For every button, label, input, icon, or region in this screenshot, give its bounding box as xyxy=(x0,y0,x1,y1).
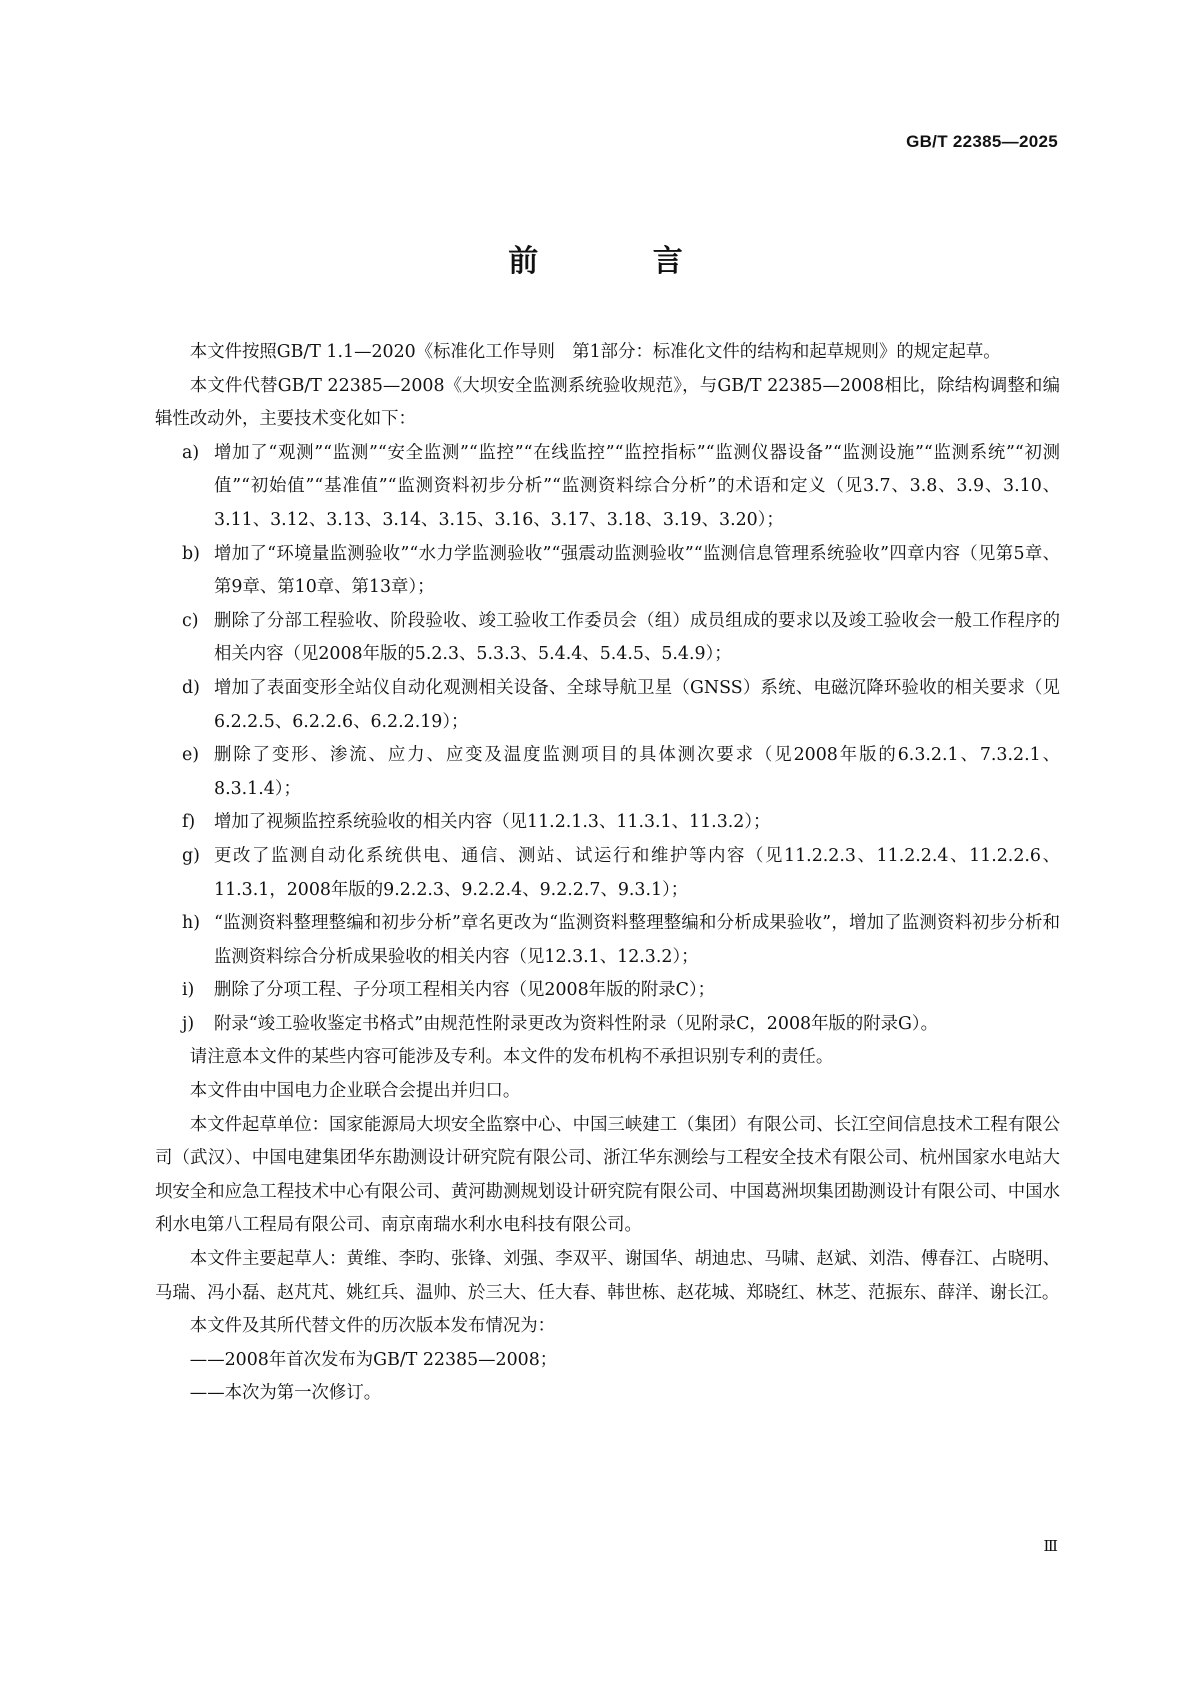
list-item xyxy=(155,605,1060,672)
list-item xyxy=(155,840,1060,907)
list-item xyxy=(155,1008,1060,1042)
list-item-text: 增加了“环境量监测验收”“水力学监测验收”“强震动监测验收”“监测信息管理系统验收”四章内容（见第5章、第9章、第10章、第13章）； xyxy=(214,543,1060,598)
page-number: Ⅲ xyxy=(1043,1537,1058,1555)
list-item-text: “监测资料整理整编和初步分析”章名更改为“监测资料整理整编和分析成果验收”，增加了监测资料初步分析和监测资料综合分析成果验收的相关内容（见12.3.1、12.3.2）； xyxy=(214,913,1060,967)
list-item-label: i) xyxy=(182,980,195,1001)
list-item-text: 附录“竣工验收鉴定书格式”由规范性附录更改为资料性附录（见附录C，2008年版的附录G）。 xyxy=(214,1013,938,1034)
list-item-label: a) xyxy=(182,442,200,463)
list-item-label: h) xyxy=(182,913,200,934)
list-item xyxy=(155,907,1060,974)
list-item-text: 增加了“观测”“监测”“安全监测”“监控”“在线监控”“监控指标”“监测仪器设备”“监测设施”“监测系统”“初测值”“初始值”“基准值”“监测资料初步分析”“监测资料综合分析”的术语和定义（见3.7、3.8、3.9、3.10、3.11、3.12、3.13、3.14、3.15、3.16、3.17、3.18、3.19、3.20）； xyxy=(214,442,1060,530)
list-item xyxy=(155,538,1060,605)
replacement-paragraph: 本文件代替GB/T 22385—2008《大坝安全监测系统验收规范》，与GB/T 22385—2008相比，除结构调整和编辑性改动外，主要技术变化如下： xyxy=(155,375,1060,430)
changes-list xyxy=(155,437,1060,1042)
list-item-text: 删除了分项工程、子分项工程相关内容（见2008年版的附录C）； xyxy=(214,980,716,1001)
patent-notice: 请注意本文件的某些内容可能涉及专利。本文件的发布机构不承担识别专利的责任。 xyxy=(189,1047,834,1068)
list-item-text: 增加了表面变形全站仪自动化观测相关设备、全球导航卫星（GNSS）系统、电磁沉降环验收的相关要求（见6.2.2.5、6.2.2.6、6.2.2.19）； xyxy=(214,677,1060,732)
list-item xyxy=(155,806,1060,840)
standard-code: GB/T 22385—2025 xyxy=(906,132,1058,151)
document-body xyxy=(155,336,1060,1411)
list-item xyxy=(155,974,1060,1008)
list-item-label: j) xyxy=(182,1013,195,1034)
list-item-label: e) xyxy=(182,745,200,766)
list-item-label: g) xyxy=(182,845,200,866)
history-item: ——2008年首次发布为GB/T 22385—2008； xyxy=(189,1349,558,1370)
list-item-text: 删除了变形、渗流、应力、应变及温度监测项目的具体测次要求（见2008年版的6.3.2.1、7.3.2.1、8.3.1.4）； xyxy=(214,745,1060,799)
history-intro: 本文件及其所代替文件的历次版本发布情况为： xyxy=(189,1316,556,1337)
history-item: ——本次为第一次修订。 xyxy=(189,1383,382,1404)
page-title: 前 言 xyxy=(508,244,735,279)
list-item-text: 删除了分部工程验收、阶段验收、竣工验收工作委员会（组）成员组成的要求以及竣工验收会一般工作程序的相关内容（见2008年版的5.2.3、5.3.3、5.4.4、5.4.5、5.4.9）； xyxy=(214,610,1060,665)
list-item xyxy=(155,739,1060,806)
list-item-label: c) xyxy=(182,610,199,631)
proposer-statement: 本文件由中国电力企业联合会提出并归口。 xyxy=(189,1081,521,1102)
list-item xyxy=(155,672,1060,739)
drafting-rule-paragraph: 本文件按照GB/T 1.1—2020《标准化工作导则 第1部分：标准化文件的结构和起草规则》的规定起草。 xyxy=(189,342,1001,362)
drafting-units: 本文件起草单位：国家能源局大坝安全监察中心、中国三峡建工（集团）有限公司、长江空间信息技术工程有限公司（武汉）、中国电建集团华东勘测设计研究院有限公司、浙江华东测绘与工程安全技术有限公司、杭州国家水电站大坝安全和应急工程技术中心有限公司、黄河勘测规划设计研究院有限公司、中国葛洲坝集团勘测设计有限公司、中国水利水电第八工程局有限公司、南京南瑞水利水电科技有限公司。 xyxy=(155,1114,1060,1236)
list-item xyxy=(155,437,1060,538)
list-item-text: 增加了视频监控系统验收的相关内容（见11.2.1.3、11.3.1、11.3.2）； xyxy=(214,812,771,833)
list-item-label: f) xyxy=(182,812,196,833)
main-drafters: 本文件主要起草人：黄维、李昀、张锋、刘强、李双平、谢国华、胡迪忠、马啸、赵斌、刘浩、傅春江、占晓明、马瑞、冯小磊、赵芃芃、姚红兵、温帅、於三大、任大春、韩世栋、赵花城、郑晓红、林芝、范振东、薛洋、谢长江。 xyxy=(155,1249,1060,1303)
list-item-label: d) xyxy=(182,677,200,698)
list-item-label: b) xyxy=(182,543,200,564)
list-item-text: 更改了监测自动化系统供电、通信、测站、试运行和维护等内容（见11.2.2.3、11.2.2.4、11.2.2.6、11.3.1，2008年版的9.2.2.3、9.2.2.4、9.2.2.7、9.3.1）； xyxy=(214,845,1060,900)
